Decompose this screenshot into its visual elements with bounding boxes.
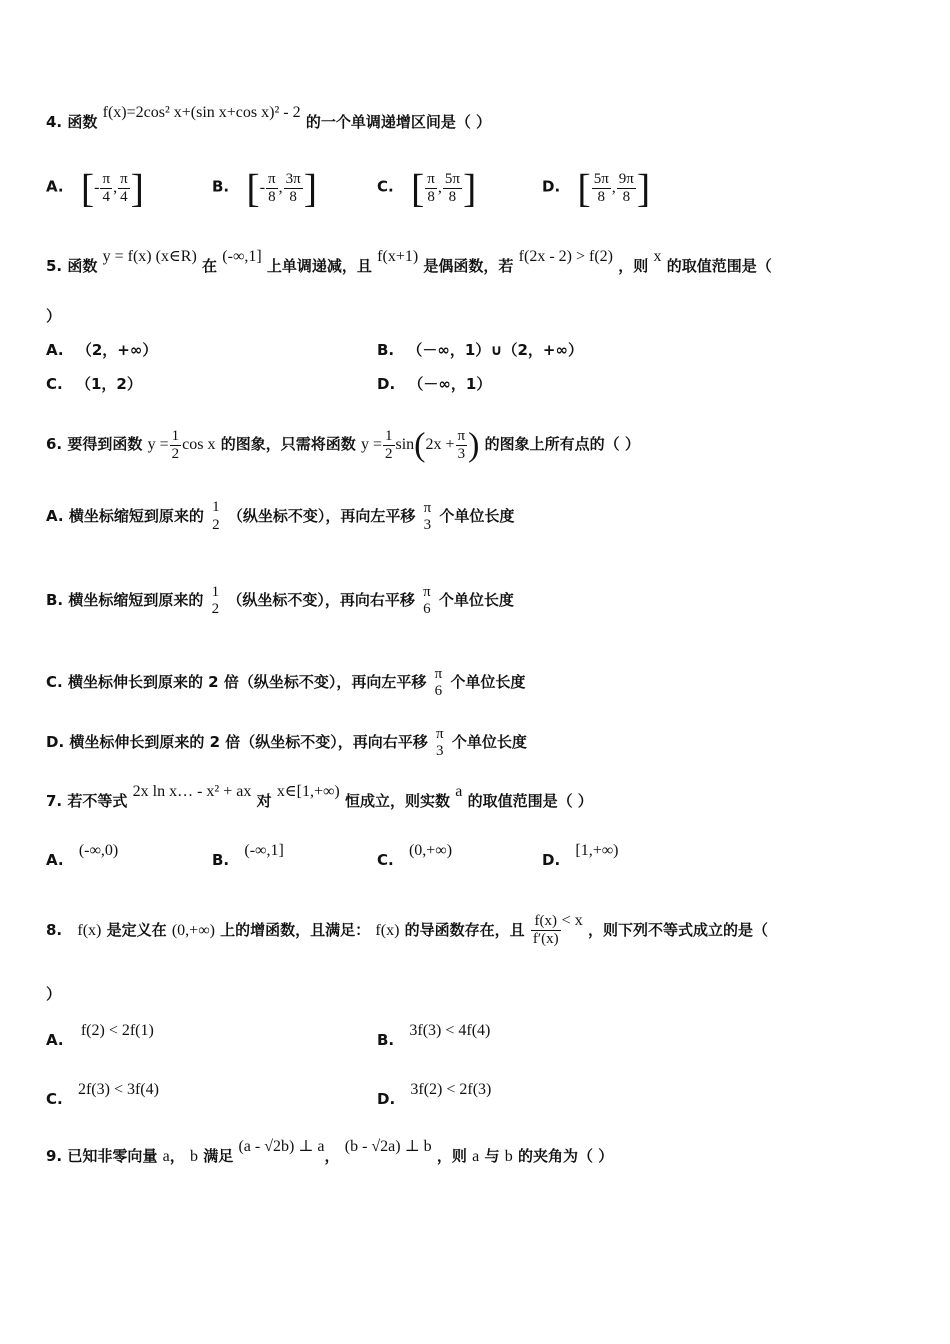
q9-vector-b: b (189, 1148, 198, 1165)
q6-option-d-shift: π 3 (436, 725, 444, 759)
q7-option-d[interactable]: D. [1,+∞) (542, 842, 619, 869)
q6-option-b-frac: 1 2 (211, 583, 220, 617)
q5-formula-4: f(2x - 2) > f(2) (518, 248, 613, 265)
q6-number: 6. (46, 435, 63, 453)
question-9: 9. 已知非零向量 a， b 满足 (a - √2b) ⊥ a， (b - √2a) ⊥ b ，则 a 与 b 的夹角为（ ） (46, 1138, 614, 1165)
q8-option-d-text: 3f(2) < 2f(3) (410, 1081, 492, 1098)
q5-formula-5: x (653, 248, 662, 265)
question-4 (46, 104, 492, 133)
q4-option-c-interval: [ $\frac{\pi}{8}$ , $\frac{5\pi}{8}$ ] (410, 165, 477, 210)
question-7: 7. 若不等式 2x ln x… - x² + ax 对 x∈[1,+∞) 恒成立，则实数 a 的取值范围是（ ） (46, 783, 593, 810)
q8-option-c-text: 2f(3) < 3f(4) (77, 1081, 159, 1098)
q8-formula-3: f(x) (375, 922, 400, 939)
question-5: 5. 函数 y = f(x) (x∈R) 在 (-∞,1] 上单调递减，且 f(x+1) 是偶函数，若 f(2x - 2) > f(2) ，则 x 的取值范围是（ (46, 248, 772, 275)
q5-option-b-text: （－∞，1）∪（2，+∞） (407, 341, 583, 359)
q5-option-a-text: （2，+∞） (76, 341, 158, 359)
q6-option-a[interactable]: A. 横坐标缩短到原来的 $\frac{1}{2}$ （纵坐标不变），再向左平移 π 3 个单位长度 (46, 499, 515, 533)
q4-option-a-interval: [- $\frac{\pi}{4}$ , $\frac{\pi}{4}$ ] (80, 165, 144, 210)
q5-option-c-text: （1，2） (75, 375, 142, 393)
q4-option-c[interactable] (377, 165, 477, 210)
q9-vector-a-2: a (472, 1148, 480, 1165)
q4-option-c-label: C. (377, 177, 394, 196)
q8-formula-2: (0,+∞) (171, 922, 215, 939)
q7-formula-2: x∈[1,+∞) (276, 783, 340, 800)
q5-option-b[interactable]: B. （－∞，1）∪（2，+∞） (377, 341, 583, 359)
q5-formula-2: (-∞,1] (222, 248, 262, 265)
q9-formula-2: (b - √2a) ⊥ b (344, 1138, 432, 1155)
q6-option-b[interactable]: B. 横坐标缩短到原来的 1 2 （纵坐标不变），再向右平移 π 6 个单位长度 (46, 583, 514, 617)
q5-close-paren: ） (46, 307, 62, 325)
q6-option-a-frac: $\frac{1}{2}$ (212, 499, 220, 533)
q6-option-b-shift: π 6 (423, 583, 431, 617)
q5-option-c[interactable]: C. （1，2） (46, 375, 142, 393)
q4-option-b-label: B. (212, 177, 230, 196)
question-8: 8. f(x) 是定义在 (0,+∞) 上的增函数，且满足： f(x) 的导函数存在，且 $\frac{f(x)}{f'(x)}$ < x ，则下列不等式成立的是（ (46, 912, 768, 947)
q5-number: 5. (46, 257, 63, 275)
q7-option-d-text: [1,+∞) (575, 842, 619, 859)
q4-option-b-interval: [- $\frac{\pi}{8}$ , $\frac{3\pi}{8}$ ] (246, 165, 318, 210)
q9-formula-1: (a - √2b) ⊥ a (238, 1138, 325, 1155)
q9-vector-a: a (162, 1148, 170, 1165)
q6-option-a-shift: π 3 (423, 499, 432, 533)
q9-vector-b-2: b (504, 1148, 513, 1165)
q8-option-a-text: f(2) < 2f(1) (80, 1022, 154, 1039)
q7-option-a-text: (-∞,0) (78, 842, 119, 859)
q4-option-d-interval: [ $\frac{5\pi}{8}$ , $\frac{9\pi}{8}$ ] (577, 165, 651, 210)
q7-option-a[interactable]: A. (-∞,0) (46, 842, 119, 869)
q7-option-c[interactable]: C. (0,+∞) (377, 842, 453, 869)
q8-option-d[interactable]: D. 3f(2) < 2f(3) (377, 1081, 492, 1108)
q5-formula-3: f(x+1) (377, 248, 419, 265)
q4-option-b[interactable] (212, 165, 318, 210)
q4-formula: f(x)=2cos² x+(sin x+cos x)² - 2 (102, 104, 301, 121)
q4-prefix: 函数 (67, 113, 98, 131)
q6-option-d[interactable]: D. 横坐标伸长到原来的 2 倍（纵坐标不变），再向右平移 π 3 个单位长度 (46, 725, 527, 759)
q6-option-c-shift: π 6 (434, 665, 443, 699)
q8-option-b-text: 3f(3) < 4f(4) (409, 1022, 491, 1039)
q8-number: 8. (46, 921, 63, 939)
q4-number: 4. (46, 113, 63, 131)
q8-fraction: $\frac{f(x)}{f'(x)}$ (532, 913, 559, 947)
q5-option-d[interactable]: D. （－∞，1） (377, 375, 492, 393)
q7-option-b-text: (-∞,1] (244, 842, 284, 859)
q6-option-c[interactable]: C. 横坐标伸长到原来的 2 倍（纵坐标不变），再向左平移 π 6 个单位长度 (46, 665, 526, 699)
q6-formula-2: y = $\frac{1}{2}$ sin(2x + $\frac{\pi}{3}$ ) (360, 426, 480, 464)
q4-option-a-label: A. (46, 177, 64, 196)
q7-formula-3: a (455, 783, 463, 800)
question-6: 6. 要得到函数 y = $\frac{1}{2}$ cos x 的图象，只需将函数 y = $\frac{1}{2}$ sin(2x + $\frac{\pi}{3}$ ) 的图象上所有点的（ ） (46, 426, 640, 464)
q5-option-d-text: （－∞，1） (408, 375, 492, 393)
q5-formula-1: y = f(x) (x∈R) (102, 248, 197, 265)
q4-option-d-label: D. (542, 177, 561, 196)
q7-number: 7. (46, 792, 63, 810)
q4-option-d[interactable] (542, 165, 651, 210)
q7-option-c-text: (0,+∞) (408, 842, 453, 859)
q8-inequality: < x (561, 912, 583, 929)
q8-option-c[interactable]: C. 2f(3) < 3f(4) (46, 1081, 159, 1108)
q7-option-b[interactable]: B. (-∞,1] (212, 842, 284, 869)
q6-formula-1: y = $\frac{1}{2}$ cos x (147, 427, 216, 462)
q8-option-b[interactable]: B. 3f(3) < 4f(4) (377, 1022, 491, 1049)
q9-number: 9. (46, 1147, 63, 1165)
q7-formula-1: 2x ln x… - x² + ax (132, 783, 252, 800)
q8-close-paren: ） (46, 985, 62, 1003)
q4-option-a[interactable] (46, 165, 144, 210)
q8-formula-1: f(x) (77, 922, 102, 939)
q4-suffix: 的一个单调递增区间是（ ） (305, 113, 492, 131)
q8-option-a[interactable]: A. f(2) < 2f(1) (46, 1022, 154, 1049)
q5-option-a[interactable]: A. （2，+∞） (46, 341, 158, 359)
